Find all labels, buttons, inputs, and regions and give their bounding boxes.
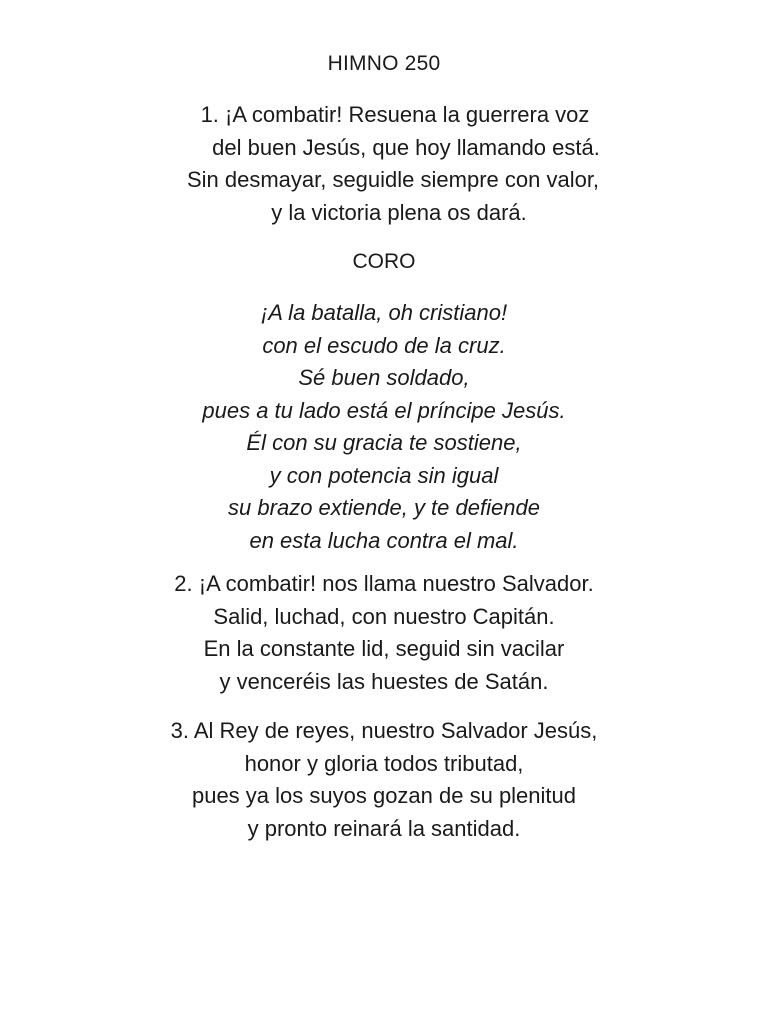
chorus-label: CORO (352, 250, 416, 273)
chorus-line: ¡A la batalla, oh cristiano! (260, 300, 508, 325)
verse-line: y venceréis las huestes de Satán. (219, 668, 549, 694)
verse-line: pues ya los suyos gozan de su plenitud (191, 783, 577, 808)
verse-2 (0, 568, 768, 698)
chorus-line: Sé buen soldado, (298, 365, 470, 390)
verse-line: del buen Jesús, que hoy llamando está. (212, 134, 600, 160)
verse-line: 3. Al Rey de reyes, nuestro Salvador Jesús, (170, 718, 598, 743)
verse-line: y la victoria plena os dará. (271, 199, 527, 225)
hymn-title: HIMNO 250 (327, 52, 441, 75)
verse-line: 2. ¡A combatir! nos llama nuestro Salvador. (174, 571, 594, 596)
verse-line: honor y gloria todos tributad, (244, 750, 524, 776)
chorus (0, 297, 768, 557)
chorus-line: pues a tu lado está el príncipe Jesús. (202, 397, 566, 423)
chorus-line: Él con su gracia te sostiene, (246, 430, 522, 455)
verse-line: Salid, luchad, con nuestro Capitán. (213, 603, 555, 629)
verse-line: y pronto reinará la santidad. (247, 815, 521, 841)
chorus-line: y con potencia sin igual (269, 462, 499, 488)
verse-line: En la constante lid, seguid sin vacilar (203, 636, 565, 661)
chorus-line: su brazo extiende, y te defiende (228, 495, 540, 520)
chorus-line: en esta lucha contra el mal. (249, 527, 519, 553)
verse-3 (0, 715, 768, 845)
verse-1 (0, 99, 768, 229)
chorus-line: con el escudo de la cruz. (262, 332, 506, 358)
verse-line: 1. ¡A combatir! Resuena la guerrera voz (200, 102, 590, 127)
verse-line: Sin desmayar, seguidle siempre con valor, (186, 167, 600, 192)
